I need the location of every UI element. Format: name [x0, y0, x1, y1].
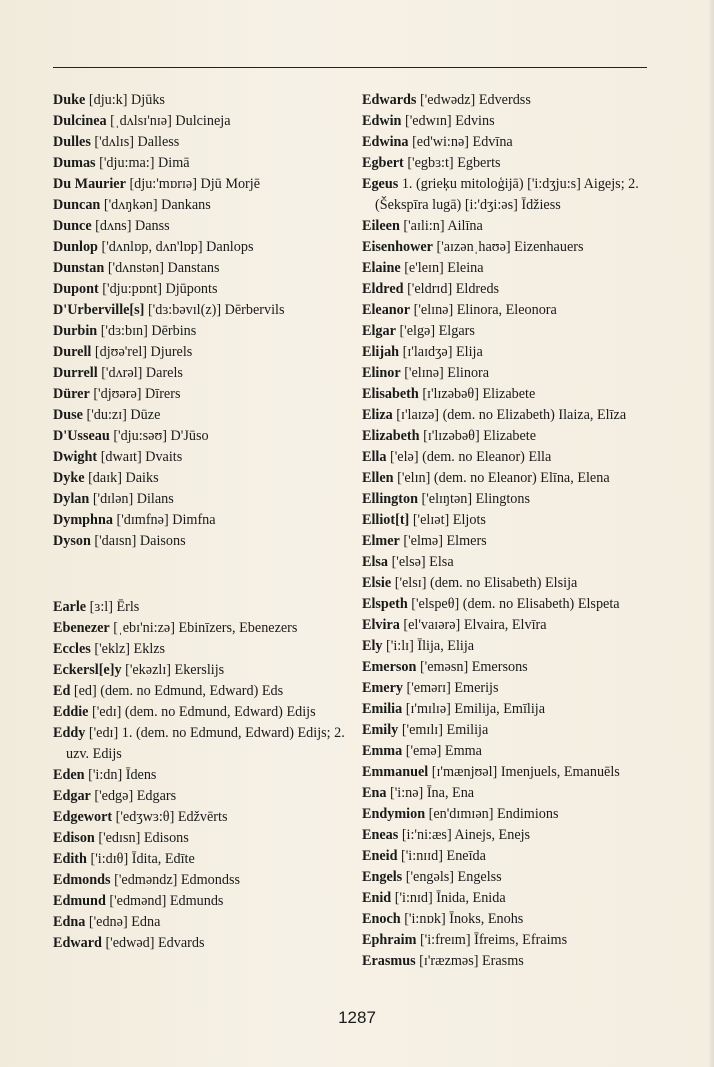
entry-body: ['elgə] Elgars [395, 323, 475, 339]
entry-headword: Edwin [362, 113, 402, 129]
dictionary-entry [53, 828, 349, 849]
dictionary-entry [362, 405, 658, 426]
entry-body: [ɪ'laɪzə] (dem. no Elizabeth) Ilaiza, Elīza [392, 407, 627, 423]
dictionary-entry [53, 702, 349, 723]
entry-body: ['dju:pɒnt] Djūponts [98, 281, 218, 297]
entry-headword: Ephraim [362, 932, 417, 948]
dictionary-entry [53, 639, 349, 660]
dictionary-entry [362, 930, 658, 951]
entry-body: ['dju:səʊ] D'Jūso [109, 428, 209, 444]
dictionary-entry [53, 618, 349, 639]
dictionary-entry [53, 531, 349, 552]
entry-body: ['dʌŋkən] Dankans [100, 197, 211, 213]
dictionary-entry [362, 489, 658, 510]
dictionary-entry [53, 660, 349, 681]
entry-body: [ed'wi:nə] Edvīna [408, 134, 513, 150]
entry-headword: Ellen [362, 470, 394, 486]
entry-headword: Elinor [362, 365, 401, 381]
entry-body: ['edwɪn] Edvins [401, 113, 495, 129]
entry-headword: Eleanor [362, 302, 411, 318]
page-number: 1287 [338, 1008, 376, 1027]
entry-headword: Eisenhower [362, 239, 433, 255]
entry-body: ['engəls] Engelss [402, 869, 502, 885]
entry-body: [dʌns] Danss [91, 218, 170, 234]
right-column [362, 90, 658, 972]
dictionary-entry [362, 321, 658, 342]
dictionary-entry [362, 573, 658, 594]
dictionary-entry [362, 468, 658, 489]
dictionary-entry [362, 258, 658, 279]
dictionary-entry [53, 384, 349, 405]
dictionary-entry [362, 510, 658, 531]
right-column-entries [362, 90, 658, 972]
entry-body: ['daɪsn] Daisons [90, 533, 186, 549]
entry-body: ['dju:ma:] Dimā [95, 155, 190, 171]
entry-headword: Dumas [53, 155, 96, 171]
entry-headword: Edmonds [53, 872, 111, 888]
entry-body: ['emɪlɪ] Emilija [398, 722, 489, 738]
entry-body: ['edməndz] Edmondss [110, 872, 241, 888]
entry-body: ['edmənd] Edmunds [105, 893, 224, 909]
dictionary-entry [362, 90, 658, 111]
dictionary-entry [53, 807, 349, 828]
entry-headword: Dyson [53, 533, 91, 549]
entry-body: ['i:dɪθ] Īdita, Edīte [86, 851, 195, 867]
dictionary-entry [53, 195, 349, 216]
entry-headword: Dunlop [53, 239, 98, 255]
entry-headword: Ena [362, 785, 387, 801]
entry-body: [ed] (dem. no Edmund, Edward) Eds [70, 683, 284, 699]
entry-body: [ɪ'ræzməs] Erasms [415, 953, 524, 969]
entry-body: [ˌdʌlsɪ'nɪə] Dulcineja [106, 113, 231, 129]
dictionary-entry [53, 447, 349, 468]
entry-body: ['dɜ:bəvɪl(z)] Dērbervils [144, 302, 285, 318]
left-column [53, 90, 349, 954]
entry-headword: Dymphna [53, 512, 113, 528]
entry-headword: Elmer [362, 533, 400, 549]
dictionary-entry [362, 153, 658, 174]
entry-body: ['i:nɒk] Īnoks, Enohs [400, 911, 524, 927]
entry-body: ['elɪn] (dem. no Eleanor) Elīna, Elena [393, 470, 610, 486]
entry-headword: Du Maurier [53, 176, 126, 192]
entry-headword: Dunstan [53, 260, 105, 276]
entry-headword: Edward [53, 935, 102, 951]
entry-headword: Eckersl[e]y [53, 662, 122, 678]
dictionary-entry [362, 531, 658, 552]
dictionary-entry [53, 510, 349, 531]
dictionary-entry [362, 804, 658, 825]
entry-body: ['aɪli:n] Ailīna [399, 218, 483, 234]
dictionary-entry [362, 636, 658, 657]
entry-body: ['edʒwɜ:θ] Edžvērts [112, 809, 228, 825]
section-gap [53, 552, 349, 597]
entry-body: ['i:nɪɪd] Eneīda [397, 848, 486, 864]
entry-body: [en'dɪmɪən] Endimions [425, 806, 559, 822]
entry-headword: Durbin [53, 323, 98, 339]
entry-headword: Durrell [53, 365, 98, 381]
entry-body: [ɪ'mænjʊəl] Imenjuels, Emanuēls [428, 764, 620, 780]
entry-headword: Eldred [362, 281, 404, 297]
entry-headword: Dulcinea [53, 113, 107, 129]
entry-headword: Ebenezer [53, 620, 110, 636]
entry-body: ['eldrɪd] Eldreds [403, 281, 500, 297]
entry-body: ['elmə] Elmers [399, 533, 487, 549]
entry-body: ['eklz] Eklzs [90, 641, 166, 657]
dictionary-entry [362, 552, 658, 573]
entry-headword: Emerson [362, 659, 417, 675]
entry-headword: Elizabeth [362, 428, 420, 444]
entry-body: ['i:lɪ] Īlija, Elija [382, 638, 475, 654]
entry-body: [ɪ'laɪdʒə] Elija [399, 344, 483, 360]
entry-body: ['aɪzənˌhaʊə] Eizenhauers [432, 239, 584, 255]
dictionary-entry [53, 912, 349, 933]
dictionary-entry [362, 300, 658, 321]
dictionary-entry [53, 300, 349, 321]
entry-body: ['elɪŋtən] Elingtons [417, 491, 531, 507]
entry-headword: Elaine [362, 260, 401, 276]
dictionary-entry [53, 681, 349, 702]
entry-body: ['dɪlən] Dilans [89, 491, 174, 507]
entry-headword: Duse [53, 407, 83, 423]
entry-headword: Eileen [362, 218, 400, 234]
entry-headword: Dwight [53, 449, 98, 465]
entry-body: ['emərɪ] Emerijs [402, 680, 499, 696]
entry-body: ['dʌrəl] Darels [97, 365, 183, 381]
dictionary-entry [362, 111, 658, 132]
entry-headword: Eccles [53, 641, 91, 657]
entry-headword: Edgar [53, 788, 91, 804]
dictionary-entry [362, 216, 658, 237]
dictionary-entry [53, 489, 349, 510]
entry-headword: Dylan [53, 491, 90, 507]
entry-body: ['elɪnə] Elinora [400, 365, 490, 381]
entry-body: ['ekəzlɪ] Ekerslijs [121, 662, 225, 678]
entry-headword: Eneid [362, 848, 398, 864]
entry-headword: Duncan [53, 197, 101, 213]
entry-headword: Emily [362, 722, 399, 738]
entry-body: ['elsə] Elsa [388, 554, 454, 570]
entry-body: ['dʌnstən] Danstans [104, 260, 220, 276]
dictionary-entry [362, 363, 658, 384]
entry-headword: Endymion [362, 806, 426, 822]
dictionary-entry [362, 279, 658, 300]
entry-body: [ɪ'mɪlɪə] Emilija, Emīlija [402, 701, 546, 717]
entry-body: [dwaɪt] Dvaits [97, 449, 183, 465]
entry-headword: Elsa [362, 554, 389, 570]
entry-headword: Durell [53, 344, 92, 360]
entry-body: [dju:'mɒrɪə] Djū Morjē [125, 176, 260, 192]
dictionary-entry [53, 237, 349, 258]
entry-headword: Enoch [362, 911, 401, 927]
entry-headword: Eddy [53, 725, 86, 741]
entry-body: 1. (grieķu mitoloģijā) ['i:dʒju:s] Aigejs; 2. (Šekspīra lugā) [i:'dʒi:əs] Īdžiess [375, 176, 639, 213]
entry-headword: Emma [362, 743, 403, 759]
entry-body: [dju:k] Djūks [85, 92, 165, 108]
dictionary-entry [53, 870, 349, 891]
dictionary-entry [362, 426, 658, 447]
entry-headword: Edgewort [53, 809, 113, 825]
dictionary-entry [53, 405, 349, 426]
dictionary-entry [362, 825, 658, 846]
entry-headword: Emmanuel [362, 764, 429, 780]
entry-body: ['edwədz] Edverdss [416, 92, 531, 108]
entry-body: ['edɪ] (dem. no Edmund, Edward) Edijs [88, 704, 316, 720]
dictionary-entry [53, 765, 349, 786]
dictionary-entry [362, 741, 658, 762]
entry-headword: Edith [53, 851, 87, 867]
entry-headword: Emery [362, 680, 403, 696]
dictionary-entry [362, 594, 658, 615]
entry-body: ['emə] Emma [402, 743, 482, 759]
dictionary-entry [362, 846, 658, 867]
entry-body: ['dɪmfnə] Dimfna [112, 512, 216, 528]
entry-headword: Elliot[t] [362, 512, 410, 528]
dictionary-entry [53, 90, 349, 111]
header-rule [53, 67, 647, 68]
entry-headword: Ellington [362, 491, 418, 507]
entry-body: ['dʌnlɒp, dʌn'lɒp] Danlops [97, 239, 254, 255]
dictionary-entry [362, 951, 658, 972]
entry-body: ['djʊərə] Dīrers [89, 386, 181, 402]
dictionary-entry [53, 468, 349, 489]
entry-body: ['ednə] Edna [85, 914, 161, 930]
entry-headword: Eliza [362, 407, 393, 423]
entry-body: ['edgə] Edgars [90, 788, 177, 804]
entry-headword: D'Urberville[s] [53, 302, 145, 318]
entry-body: ['i:nə] Īna, Ena [386, 785, 475, 801]
entry-body: [el'vaɪərə] Elvaira, Elvīra [399, 617, 547, 633]
entry-headword: Edmund [53, 893, 106, 909]
entry-headword: Duke [53, 92, 86, 108]
dictionary-entry [362, 447, 658, 468]
entry-headword: Egbert [362, 155, 404, 171]
section-e-entries [53, 597, 349, 954]
entry-headword: Enid [362, 890, 392, 906]
entry-body: ['dɜ:bɪn] Dērbins [97, 323, 197, 339]
dictionary-entry [362, 678, 658, 699]
entry-headword: Edwards [362, 92, 417, 108]
dictionary-entry [362, 909, 658, 930]
entry-headword: Elspeth [362, 596, 408, 612]
entry-headword: Elisabeth [362, 386, 419, 402]
entry-body: ['elɪət] Eljots [409, 512, 486, 528]
dictionary-entry [53, 153, 349, 174]
entry-body: ['i:freɪm] Īfreims, Efraims [416, 932, 568, 948]
entry-body: ['elə] (dem. no Eleanor) Ella [386, 449, 552, 465]
entry-headword: D'Usseau [53, 428, 110, 444]
dictionary-entry [53, 132, 349, 153]
entry-body: ['edwəd] Edvards [101, 935, 205, 951]
dictionary-entry [362, 237, 658, 258]
dictionary-entry [53, 363, 349, 384]
entry-headword: Dyke [53, 470, 85, 486]
dictionary-entry [362, 615, 658, 636]
entry-headword: Edna [53, 914, 86, 930]
entry-headword: Elijah [362, 344, 400, 360]
dictionary-entry [362, 342, 658, 363]
dictionary-entry [362, 384, 658, 405]
dictionary-entry [53, 111, 349, 132]
dictionary-entry [53, 786, 349, 807]
entry-body: ['dʌlɪs] Dalless [90, 134, 180, 150]
dictionary-entry [362, 699, 658, 720]
entry-body: ['edɪ] 1. (dem. no Edmund, Edward) Edijs; 2. uzv. Edijs [66, 725, 345, 762]
entry-headword: Engels [362, 869, 403, 885]
entry-headword: Eden [53, 767, 85, 783]
dictionary-entry [53, 258, 349, 279]
entry-headword: Elgar [362, 323, 396, 339]
entry-body: ['elspeθ] (dem. no Elisabeth) Elspeta [407, 596, 620, 612]
dictionary-entry [53, 321, 349, 342]
dictionary-entry [362, 720, 658, 741]
entry-headword: Egeus [362, 176, 399, 192]
dictionary-entry [53, 342, 349, 363]
entry-body: ['edɪsn] Edisons [94, 830, 189, 846]
entry-body: [daɪk] Daiks [84, 470, 159, 486]
entry-headword: Dürer [53, 386, 90, 402]
entry-headword: Elsie [362, 575, 392, 591]
section-d-entries [53, 90, 349, 552]
entry-body: ['elsɪ] (dem. no Elisabeth) Elsija [391, 575, 578, 591]
dictionary-entry [362, 657, 658, 678]
dictionary-entry [362, 867, 658, 888]
entry-headword: Ed [53, 683, 71, 699]
entry-body: [djʊə'rel] Djurels [91, 344, 193, 360]
dictionary-entry [53, 891, 349, 912]
entry-body: ['elɪnə] Elinora, Eleonora [410, 302, 557, 318]
entry-body: ['eməsn] Emersons [416, 659, 528, 675]
dictionary-entry [53, 279, 349, 300]
dictionary-entry [362, 132, 658, 153]
dictionary-entry [362, 174, 658, 216]
dictionary-entry [53, 723, 349, 765]
entry-headword: Eneas [362, 827, 399, 843]
dictionary-entry [362, 888, 658, 909]
entry-body: [ˌebɪ'ni:zə] Ebinīzers, Ebenezers [109, 620, 298, 636]
entry-body: [ɪ'lɪzəbəθ] Elizabete [419, 428, 537, 444]
entry-headword: Ely [362, 638, 383, 654]
entry-body: ['du:zɪ] Dūze [82, 407, 161, 423]
entry-headword: Earle [53, 599, 87, 615]
dictionary-entry [362, 762, 658, 783]
entry-headword: Elvira [362, 617, 400, 633]
entry-body: [ɪ'lɪzəbəθ] Elizabete [418, 386, 536, 402]
entry-headword: Dulles [53, 134, 91, 150]
entry-body: [i:'ni:æs] Ainejs, Enejs [398, 827, 531, 843]
entry-headword: Edwina [362, 134, 409, 150]
entry-headword: Edison [53, 830, 95, 846]
dictionary-entry [53, 849, 349, 870]
entry-body: ['i:nɪd] Īnida, Enida [391, 890, 506, 906]
entry-body: ['i:dn] Īdens [84, 767, 157, 783]
entry-headword: Dupont [53, 281, 99, 297]
entry-headword: Erasmus [362, 953, 416, 969]
dictionary-entry [53, 933, 349, 954]
entry-headword: Dunce [53, 218, 92, 234]
dictionary-entry [53, 174, 349, 195]
entry-headword: Eddie [53, 704, 89, 720]
dictionary-entry [362, 783, 658, 804]
entry-body: ['egbɜ:t] Egberts [403, 155, 501, 171]
dictionary-entry [53, 426, 349, 447]
entry-body: [ɜ:l] Ērls [86, 599, 140, 615]
entry-headword: Ella [362, 449, 387, 465]
entry-headword: Emilia [362, 701, 403, 717]
dictionary-entry [53, 597, 349, 618]
dictionary-entry [53, 216, 349, 237]
entry-body: [e'leɪn] Eleina [400, 260, 484, 276]
